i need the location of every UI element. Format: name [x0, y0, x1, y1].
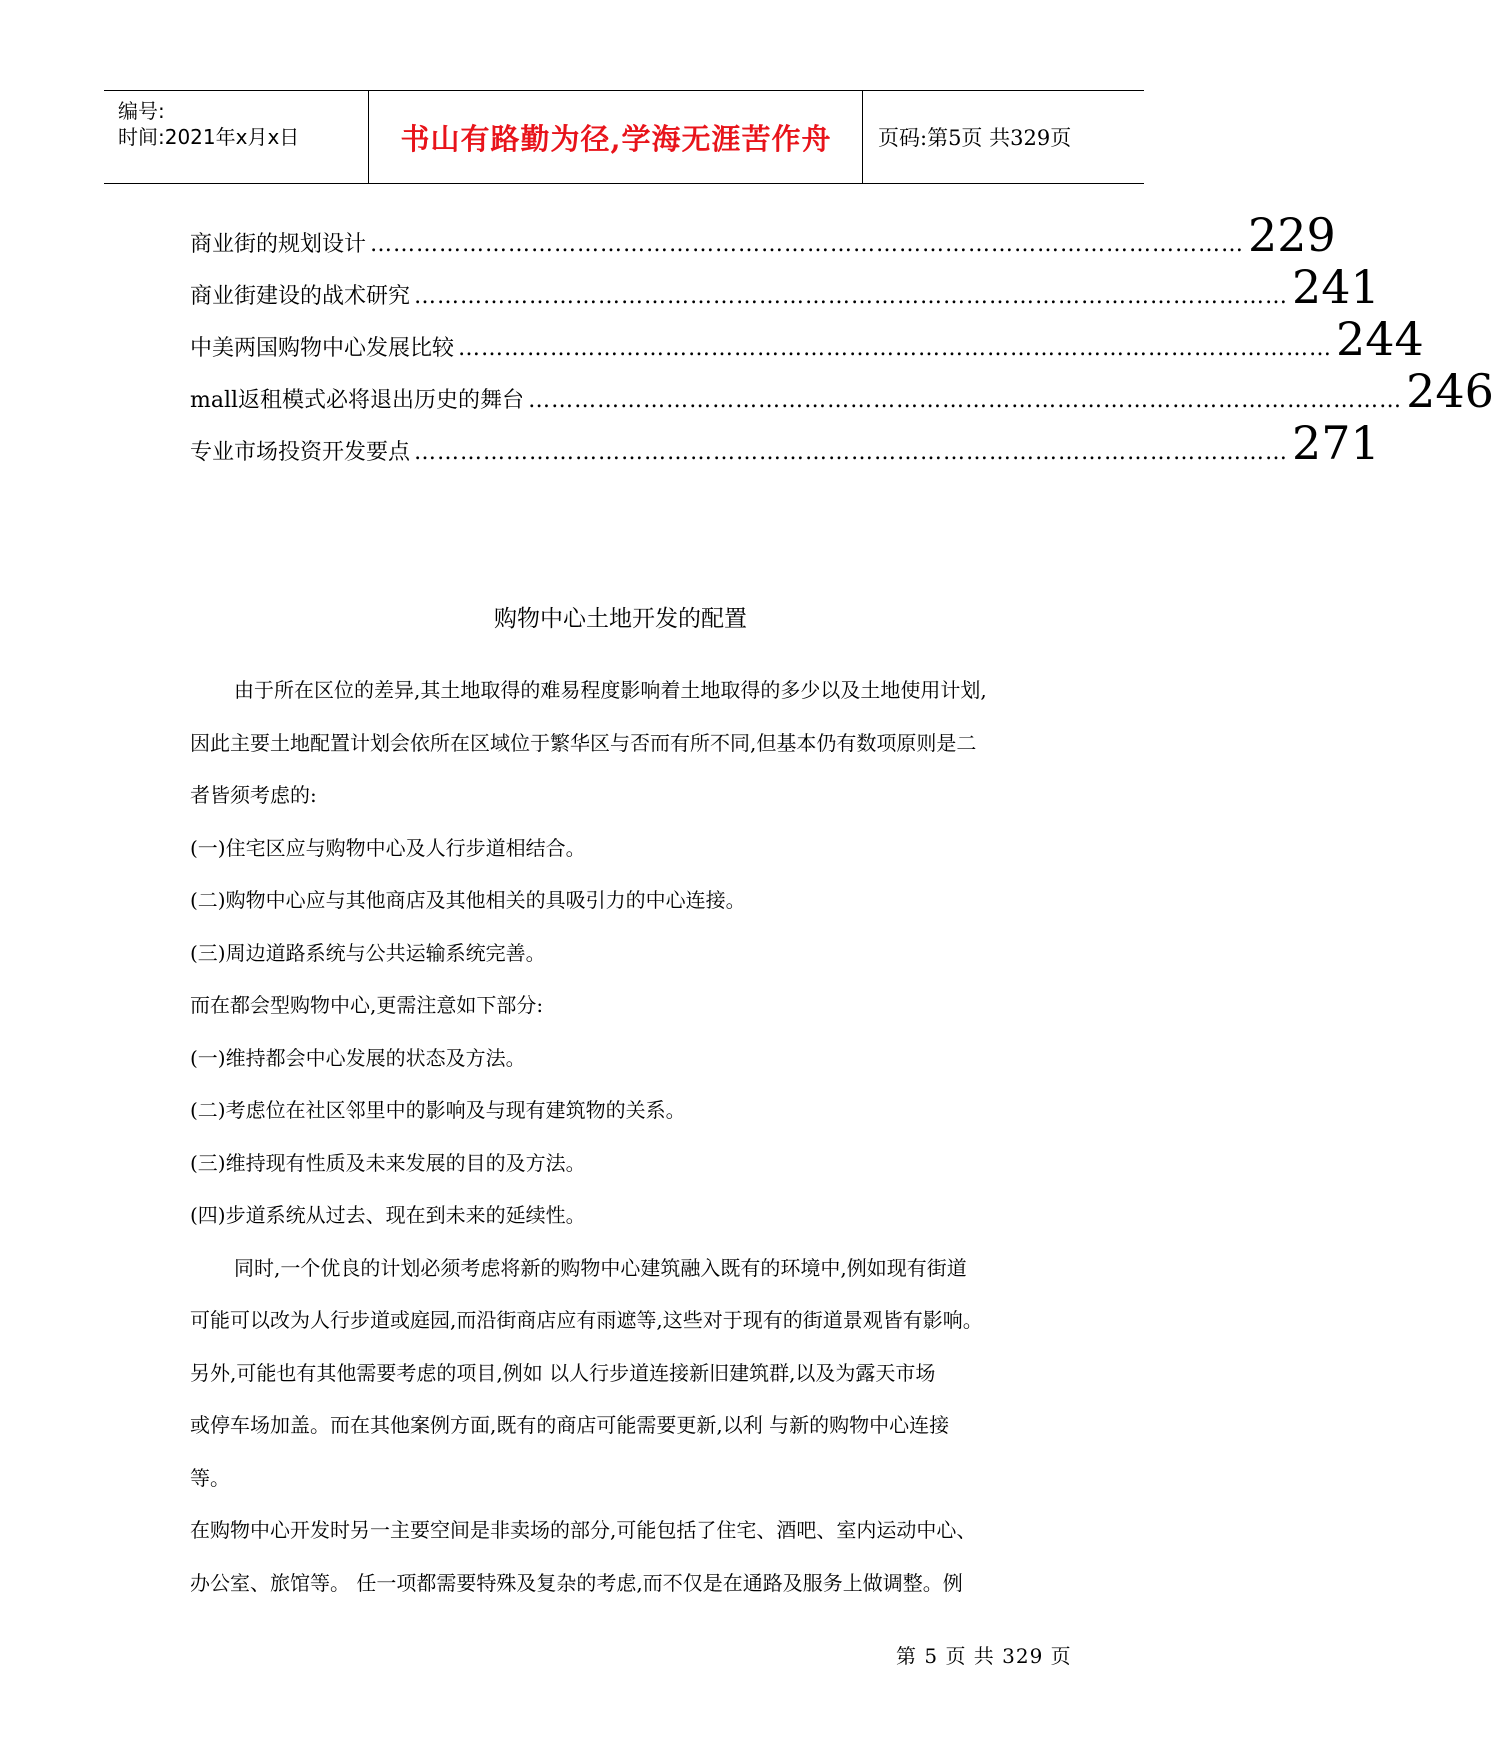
text-line: 而在都会型购物中心,更需注意如下部分: — [190, 993, 544, 1017]
text-line: (一)住宅区应与购物中心及人行步道相结合。 — [190, 835, 586, 860]
section-title: 购物中心土地开发的配置 — [494, 606, 747, 632]
text-line: 等。 — [190, 1465, 230, 1490]
text-line: 另外,可能也有其他需要考虑的项目,例如 以人行步道连接新旧建筑群,以及为露天市场 — [190, 1360, 936, 1385]
toc-leader-dots: …………………………………………………………………………………………………… — [414, 284, 1289, 309]
header-motto: 书山有路勤为径,学海无涯苦作舟 — [370, 91, 863, 183]
text-line: 者皆须考虑的: — [190, 783, 317, 807]
doc-time-label: 时间:2021年x月x日 — [118, 125, 300, 149]
toc-entry[interactable] — [190, 364, 1494, 420]
text-line: (三)周边道路系统与公共运输系统完善。 — [190, 940, 546, 965]
header-page-label: 页码:第5页 共329页 — [878, 126, 1072, 150]
toc-entry[interactable] — [190, 312, 1424, 368]
toc-leader-dots: …………………………………………………………………………………………………… — [414, 440, 1289, 465]
toc-leader-dots: …………………………………………………………………………………………………… — [528, 388, 1403, 413]
text-line: (一)维持都会中心发展的状态及方法。 — [190, 1045, 526, 1070]
toc-entry-page: 271 — [1292, 416, 1380, 470]
toc-entry-title: mall返租模式必将退出历史的舞台 — [190, 388, 525, 413]
page-header — [104, 90, 1144, 184]
text-line: 在购物中心开发时另一主要空间是非卖场的部分,可能包括了住宅、酒吧、室内运动中心、 — [190, 1518, 977, 1542]
header-meta — [104, 91, 369, 183]
body-text — [190, 676, 1060, 1621]
text-line: 办公室、旅馆等。 任一项都需要特殊及复杂的考虑,而不仅是在通路及服务上做调整。例 — [190, 1570, 963, 1595]
toc-entry-title: 中美两国购物中心发展比较 — [190, 336, 455, 361]
page-footer: 第 5 页 共 329 页 — [896, 1644, 1072, 1668]
toc-entry-page: 229 — [1248, 208, 1336, 262]
toc-entry[interactable] — [190, 260, 1380, 316]
text-line: 同时,一个优良的计划必须考虑将新的购物中心建筑融入既有的环境中,例如现有街道 — [234, 1255, 967, 1280]
toc-entry-page: 244 — [1336, 312, 1424, 366]
toc-entry-page: 246 — [1406, 364, 1494, 418]
table-of-contents — [190, 208, 1494, 472]
text-line: (二)考虑位在社区邻里中的影响及与现有建筑物的关系。 — [190, 1098, 686, 1122]
text-line: 可能可以改为人行步道或庭园,而沿街商店应有雨遮等,这些对于现有的街道景观皆有影响。 — [190, 1308, 983, 1332]
text-line: (四)步道系统从过去、现在到未来的延续性。 — [190, 1203, 586, 1227]
toc-entry-page: 241 — [1292, 260, 1380, 314]
toc-entry-title: 商业街建设的战术研究 — [190, 284, 411, 309]
text-line: (三)维持现有性质及未来发展的目的及方法。 — [190, 1150, 586, 1175]
text-line: (二)购物中心应与其他商店及其他相关的具吸引力的中心连接。 — [190, 888, 746, 912]
toc-entry[interactable] — [190, 208, 1336, 264]
toc-entry[interactable] — [190, 416, 1380, 472]
text-line: 或停车场加盖。而在其他案例方面,既有的商店可能需要更新,以利 与新的购物中心连接 — [190, 1413, 950, 1437]
text-line: 由于所在区位的差异,其土地取得的难易程度影响着土地取得的多少以及土地使用计划, — [234, 678, 987, 702]
toc-leader-dots: …………………………………………………………………………………………………… — [370, 232, 1245, 257]
toc-entry-title: 专业市场投资开发要点 — [190, 440, 411, 465]
text-line: 因此主要土地配置计划会依所在区域位于繁华区与否而有所不同,但基本仍有数项原则是二 — [190, 730, 977, 755]
doc-number-label: 编号: — [118, 99, 165, 123]
toc-leader-dots: …………………………………………………………………………………………………… — [458, 336, 1333, 361]
toc-entry-title: 商业街的规划设计 — [190, 232, 367, 257]
